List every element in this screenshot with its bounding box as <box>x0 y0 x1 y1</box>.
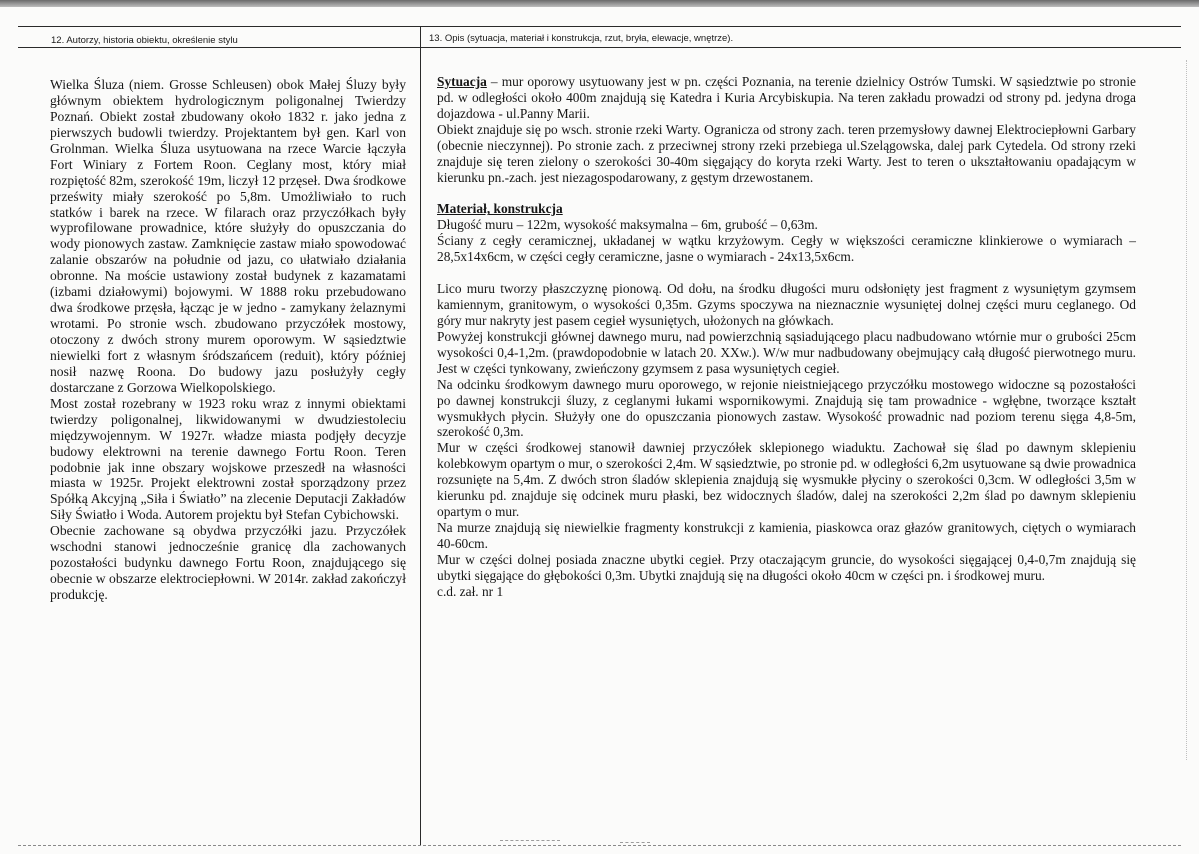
column-divider <box>420 26 421 845</box>
left-header-rule <box>18 47 420 48</box>
material-heading: Materiał, konstrukcja <box>437 201 563 217</box>
material-paragraph: Długość muru – 122m, wysokość maksymalna – 6m, grubość – 0,63m. <box>437 217 818 233</box>
sytuacja-paragraph <box>437 74 1136 122</box>
sytuacja-paragraph-2: Obiekt znajduje się po wsch. stronie rzeki Warty. Ogranicza od strony zach. teren przemysłowy dawnej Elektrociepłowni Garbary (obecnie nieczynnej). Po stronie zach. z przeciwnej strony rzeki przebiega ul.Szelągowska, dalej park Cytedela. Od strony rzeki znajduje się teren zielony o szerokości 30-40m sięgający do koryta rzeki Warty. Jest to teren o ukształtowaniu opadającym w kierunku pn.-zach. jest niezagospodarowany, z gęstym drzewostanem. <box>437 121 1136 185</box>
scan-artifact-mark <box>500 840 560 841</box>
right-header-rule <box>420 47 1181 48</box>
left-field-header: 12. Autorzy, historia obiektu, określenie stylu <box>51 35 238 46</box>
lico-paragraph: Na odcinku środkowym dawnego muru oporowego, w rejonie nieistniejącego przyczółku mostowego widoczne są pozostałości po dawnej konstrukcji śluzy, z ceglanymi łukami wspornikowymi. Znajdują się tam prowadnice - wgłębne, tworzące kształt wysmukłych płycin. Służyły one do opuszczania pionowych zastaw. Wysokość prowadnic nad poziom terenu sięga 4,8-5m, szerokość 0,3m. <box>437 376 1136 440</box>
scan-top-edge <box>0 0 1199 7</box>
section-gap <box>437 185 1136 201</box>
frame-bottom-rule <box>18 845 1181 846</box>
material-paragraph: Ściany z cegły ceramicznej, układanej w wątku krzyżowym. Cegły w większości ceramiczne klinkierowe o wymiarach – 28,5x14x6cm, w części cegły ceramiczne, jasne o wymiarach - 24x13,5x6cm. <box>437 233 1136 265</box>
continuation-note: c.d. zał. nr 1 <box>437 583 504 599</box>
scan-artifact-mark <box>620 842 650 843</box>
history-paragraph: Wielka Śluza (niem. Grosse Schleusen) obok Małej Śluzy były głównym obiektem hydrologicznym poligonalnej Twierdzy Poznań. Obiekt został zbudowany około 1832 r. jako jedna z pierwszych budowli twierdzy. Projektantem był gen. Karl von Grolnman. Wielka Śluza usytuowana na rzece Warcie łączyła Fort Winiary z Fortem Roon. Ceglany most, który miał rozpiętość 82m, szerokość 19m, liczył 12 przęseł. Dwa środkowe prześwity miały szerokość po 5,8m. Umożliwiało to ruch statków i barek na rzece. W filarach oraz przyczółkach były wyprofilowane prowadnice, które służyły do opuszczania do wody pionowych zastaw. Zamknięcie zastaw miało spowodować zalanie obszarów na południe od jazu, co ułatwiało działania obronne. Na moście ustawiony został budynek z kazamatami (izbami działowymi) bojowymi. W 1888 roku przebudowano dwa środkowe przęsła, łącząc je w jedno - zamykany żelaznymi wrotami. Po stronie wsch. zbudowano przyczółek mostowy, otoczony z dwóch strony murem oporowym. W sąsiedztwie niewielki fort z własnym śródszańcem (reduit), który później nosił nazwę Roona. Do budowy jazu posłużyły cegły dostarczane z Gorzowa Wielkopolskiego. <box>50 77 406 395</box>
lico-paragraph: Mur w części środkowej stanowił dawniej przyczółek sklepionego wiaduktu. Zachował się ślad po dawnym sklepieniu kolebkowym opartym o mur, o szerokości 2,4m. W sąsiedztwie, po stronie pd. w odległości 6,2m usytuowane są dwie prowadnica rozsunięte na 5,4m. Z dwóch stron śladów sklepienia znajdują się wysmukłe płyciny o szerokości 0,3cm. W odległości 3,5m w kierunku pd. znajduje się odcinek muru płaski, bez widocznych śladów, dalej na szerokości 2,2m ślad po dawnym sklepieniu opartym o mur. <box>437 440 1136 520</box>
right-field-header: 13. Opis (sytuacja, materiał i konstrukcja, rzut, bryła, elewacje, wnętrze). <box>429 33 734 44</box>
history-column <box>50 77 406 603</box>
history-paragraph: Obecnie zachowane są obydwa przyczółki jazu. Przyczółek wschodni stanowi jednocześnie granicę dla zachowanych pozostałości budynku dawnego Fortu Roon, znajdującego się obecnie w obszarze elektrociepłowni. W 2014r. zakład zakończył produkcję. <box>50 523 406 602</box>
history-paragraph: Most został rozebrany w 1923 roku wraz z innymi obiektami twierdzy poligonalnej, likwidowanymi w dwudziestoleciu międzywojennym. W 1927r. władze miasta podjęły decyzje budowy elektrowni na terenie dawnego Fortu Roon. Teren podobnie jak inne obszary wojskowe przeszedł na własności miasta w 1925r. Projekt elektrowni został sporządzony przez Spółką Akcyjną „Siła i Światło” na zlecenie Deputacji Zakładów Siły Światło i Woda. Autorem projektu był Stefan Cybichowski. <box>50 395 406 523</box>
frame-top-rule <box>18 26 1181 27</box>
lico-paragraph: Powyżej konstrukcji głównej dawnego muru, nad powierzchnią sąsiadującego placu nadbudowano wtórnie mur o grubości 25cm wysokości 0,4-1,2m. (prawdopodobnie w latach 20. XXw.). W/w mur nadbudowany obejmujący całą długość pierwotnego muru. Jest w części tynkowany, zwieńczony gzymsem z pasa wysuniętych cegieł. <box>437 328 1136 376</box>
sytuacja-text: – mur oporowy usytuowany jest w pn. części Poznania, na terenie dzielnicy Ostrów Tumski. W sąsiedztwie po stronie pd. w odległości około 400m znajdują się Katedra i Kuria Arcybiskupia. Na teren zakładu prowadzi od strony pd. jedyna droga dojazdowa - ul.Panny Marii. <box>437 74 1136 121</box>
description-column <box>437 74 1136 600</box>
section-gap <box>437 265 1136 281</box>
scan-right-edge <box>1186 60 1187 760</box>
lico-paragraph: Lico muru tworzy płaszczyznę pionową. Od dołu, na środku długości muru odsłonięty jest fragment z wysuniętym gzymsem kamiennym, granitowym, o wysokości 0,35m. Gzyms spoczywa na nieznacznie wysuniętej dolnej części muru ceglanego. Od góry mur nakryty jest pasem cegieł wysuniętych, ułożonych na główkach. <box>437 281 1136 328</box>
sytuacja-heading: Sytuacja <box>437 74 487 89</box>
lico-paragraph: Na murze znajdują się niewielkie fragmenty konstrukcji z kamienia, piaskowca oraz głazów granitowych, ciętych o wymiarach 40-60cm. <box>437 519 1136 551</box>
lico-paragraph: Mur w części dolnej posiada znaczne ubytki cegieł. Przy otaczającym gruncie, do wysokości sięgającej 0,4-0,7m znajdują się ubytki sięgające do głębokości 0,3m. Ubytki znajdują się na długości około 40cm w części pn. i środkowej muru. <box>437 551 1136 583</box>
